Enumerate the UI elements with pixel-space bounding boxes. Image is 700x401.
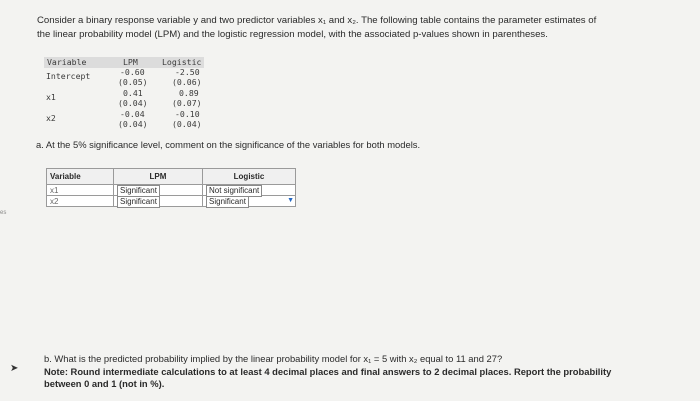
estimates-lpm-coef: -0.04 — [120, 109, 145, 119]
question-b-text: b. What is the predicted probability implied by the linear probability model for x₁ = 5 with x₂ equal to 11 and 27? — [44, 353, 503, 364]
answer-row-x2 — [47, 196, 296, 207]
answer-lpm-select[interactable] — [117, 185, 199, 195]
estimates-header-logistic: Logistic — [162, 57, 202, 67]
estimates-header-lpm: LPM — [123, 57, 138, 67]
answer-header-logistic: Logistic — [203, 169, 296, 185]
answer-lpm-selected: Significant — [117, 185, 160, 197]
estimates-logistic-pvalue: (0.04) — [172, 119, 202, 129]
intro-line-2: the linear probability model (LPM) and the logistic regression model, with the associated p-values shown in parentheses. — [37, 28, 548, 40]
question-b-note-1: Note: Round intermediate calculations to at least 4 decimal places and final answers to 2 decimal places. Report the probability — [44, 365, 612, 377]
estimates-lpm-pvalue: (0.04) — [118, 119, 148, 129]
estimates-lpm-pvalue: (0.04) — [118, 98, 148, 108]
answer-header-row — [47, 169, 296, 185]
answer-header-variable: Variable — [47, 169, 114, 185]
answer-lpm-dropdown[interactable] — [114, 196, 203, 207]
side-mark: es — [0, 210, 7, 216]
estimates-row-label: x1 — [46, 92, 56, 102]
estimates-logistic-coef: 0.89 — [179, 88, 199, 98]
question-b-note-2: between 0 and 1 (not in %). — [44, 378, 165, 389]
answer-logistic-selected: Significant — [206, 196, 249, 208]
estimates-header-variable: Variable — [47, 57, 87, 67]
answer-row-label: x2 — [47, 196, 114, 207]
answer-table — [46, 168, 296, 207]
answer-lpm-dropdown[interactable] — [114, 185, 203, 196]
answer-lpm-selected: Significant — [117, 196, 160, 208]
answer-header-lpm: LPM — [114, 169, 203, 185]
estimates-lpm-pvalue: (0.05) — [118, 77, 148, 87]
estimates-lpm-coef: 0.41 — [123, 88, 143, 98]
pointer-arrow-icon: ➤ — [10, 363, 19, 374]
answer-logistic-select[interactable] — [206, 196, 292, 206]
estimates-row-label: Intercept — [46, 71, 91, 81]
estimates-row-label: x2 — [46, 113, 56, 123]
answer-logistic-select[interactable] — [206, 185, 292, 195]
problem-intro — [37, 14, 667, 41]
chevron-down-icon[interactable]: ▼ — [287, 197, 294, 204]
intro-line-1: Consider a binary response variable y and two predictor variables x₁ and x₂. The following table contains the parameter estimates of — [37, 15, 597, 26]
question-b — [44, 353, 664, 391]
estimates-logistic-pvalue: (0.06) — [172, 77, 202, 87]
answer-logistic-dropdown[interactable] — [203, 185, 296, 196]
answer-row-label: x1 — [47, 185, 114, 196]
question-a: a. At the 5% significance level, comment on the significance of the variables for both models. — [36, 139, 421, 150]
estimates-logistic-coef: -0.10 — [175, 109, 200, 119]
estimates-lpm-coef: -0.60 — [120, 67, 145, 77]
estimates-logistic-coef: -2.50 — [175, 67, 200, 77]
answer-row-x1 — [47, 185, 296, 196]
answer-logistic-dropdown[interactable] — [203, 196, 296, 207]
estimates-logistic-pvalue: (0.07) — [172, 98, 202, 108]
answer-logistic-selected: Not significant — [206, 185, 262, 197]
answer-lpm-select[interactable] — [117, 196, 199, 206]
